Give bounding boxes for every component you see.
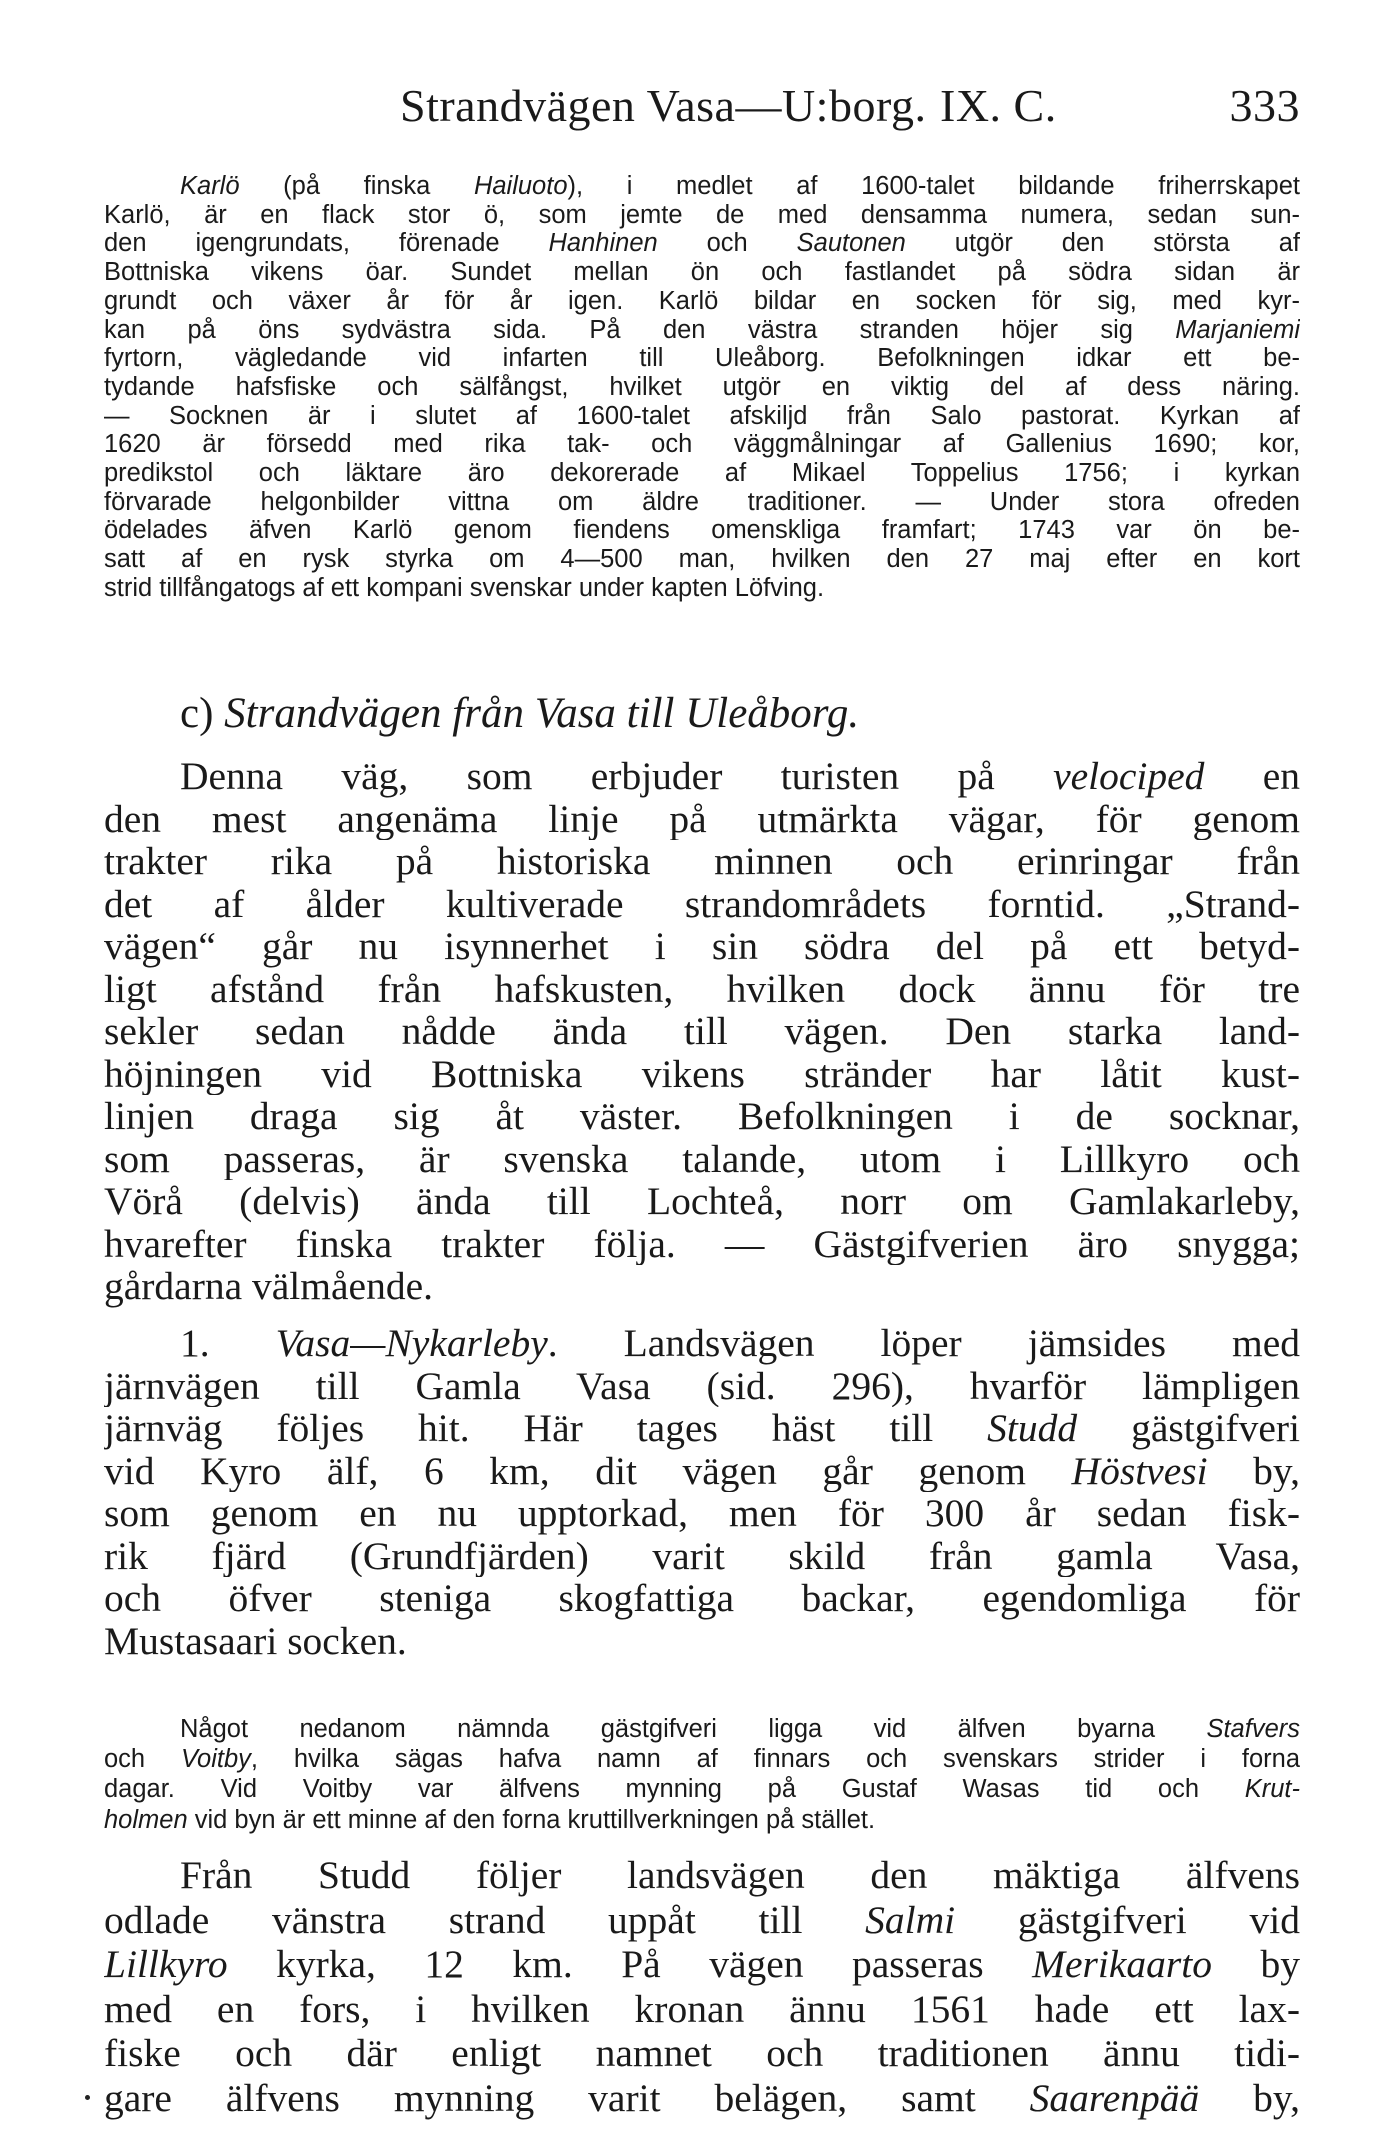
text-line: kan på öns sydvästra sida. På den västra stranden höjer sig Marjaniemi — [104, 315, 1300, 344]
text-line: Något nedanom nämnda gästgifveri ligga vid älfven byarna Stafvers — [180, 1715, 1300, 1743]
running-title: Strandvägen Vasa—U:borg. — [400, 80, 927, 131]
text-line: grundt och växer år för år igen. Karlö bildar en socken för sig, med kyr- — [104, 286, 1300, 315]
section-letter: c) — [180, 690, 214, 737]
text-line: som genom en nu upptorkad, men för 300 år sedan fisk- — [104, 1492, 1300, 1535]
text-line: Karlö, är en flack stor ö, som jemte de med densamma numera, sedan sun- — [104, 200, 1300, 229]
text-line: den mest angenäma linje på utmärkta vägar, för genom — [104, 797, 1300, 840]
text-line: höjningen vid Bottniska vikens stränder har låtit kust- — [104, 1052, 1300, 1095]
text-line: med en fors, i hvilken kronan ännu 1561 hade ett lax- — [104, 1986, 1300, 2031]
text-line: gårdarna välmående. — [104, 1265, 433, 1308]
text-line: Lillkyro kyrka, 12 km. På vägen passeras Merikaarto by — [104, 1942, 1300, 1986]
text-line: och Voitby, hvilka sägas hafva namn af finnars och svenskars strider i forna — [104, 1745, 1300, 1774]
text-line: Bottniska vikens öar. Sundet mellan ön och fastlandet på södra sidan är — [104, 258, 1300, 287]
text-line: ödelades äfven Karlö genom fiendens omenskliga framfart; 1743 var ön be- — [104, 516, 1300, 545]
studd-paragraph — [104, 1853, 1300, 2120]
text-line: järnvägen till Gamla Vasa (sid. 296), hvarför lämpligen — [104, 1364, 1300, 1407]
section-title: Strandvägen från Vasa till Uleåborg. — [224, 690, 860, 737]
text-line: trakter rika på historiska minnen och erinringar från — [104, 840, 1300, 883]
text-line: strid tillfångatogs af ett kompani svenskar under kapten Löfving. — [104, 573, 825, 602]
text-line: fyrtorn, vägledande vid infarten till Uleåborg. Befolkningen idkar ett be- — [104, 344, 1300, 373]
text-line: hvarefter finska trakter följa. — Gästgifverien äro snygga; — [104, 1222, 1300, 1265]
karlo-paragraph — [104, 172, 1300, 603]
text-line: tydande hafsfiske och sälfångst, hvilket utgör en viktig del af dess näring. — [104, 372, 1300, 401]
page-header — [400, 78, 1300, 134]
text-line: dagar. Vid Voitby var älfvens mynning på Gustaf Wasas tid och Krut- — [104, 1775, 1300, 1804]
text-line: 1620 är försedd med rika tak- och väggmålningar af Gallenius 1690; kor, — [104, 430, 1300, 459]
text-line: som passeras, är svenska talande, utom i Lillkyro och — [104, 1137, 1300, 1180]
text-line: odlade vänstra strand uppåt till Salmi gästgifveri vid — [104, 1897, 1300, 1942]
vasa-nykarleby-paragraph — [104, 1322, 1300, 1662]
text-line: ligt afstånd från hafskusten, hvilken dock ännu för tre — [104, 967, 1300, 1010]
text-line: fiske och där enligt namnet och traditionen ännu tidi- — [104, 2031, 1300, 2075]
text-line: rik fjärd (Grundfjärden) varit skild från gamla Vasa, — [104, 1534, 1300, 1577]
text-line: det af ålder kultiverade strandområdets forntid. „Strand- — [104, 882, 1300, 925]
text-line: Mustasaari socken. — [104, 1619, 407, 1662]
section-heading — [180, 688, 1280, 740]
text-line: sekler sedan nådde ända till vägen. Den starka land- — [104, 1010, 1300, 1053]
text-line: den igengrundats, förenade Hanhinen och Sautonen utgör den största af — [104, 229, 1300, 258]
text-line: förvarade helgonbilder vittna om äldre traditioner. — Under stora ofreden — [104, 487, 1300, 516]
text-line: järnväg följes hit. Här tages häst till Studd gästgifveri — [104, 1407, 1300, 1450]
text-line: gare älfvens mynning varit belägen, samt Saarenpää by, — [104, 2075, 1300, 2120]
page-number: 333 — [1229, 80, 1300, 131]
text-line: holmen vid byn är ett minne af den forna kruttillverkningen på stället. — [104, 1805, 876, 1834]
text-line: Karlö (på finska Hailuoto), i medlet af 1600-talet bildande friherrskapet — [180, 172, 1300, 200]
voitby-note — [104, 1714, 1300, 1835]
text-line: 1. Vasa—Nykarleby. Landsvägen löper jämsides med — [180, 1322, 1300, 1365]
text-line: satt af en rysk styrka om 4—500 man, hvilken den 27 maj efter en kort — [104, 545, 1300, 574]
text-line: predikstol och läktare äro dekorerade af Mikael Toppelius 1756; i kyrkan — [104, 459, 1300, 488]
text-line: — Socknen är i slutet af 1600-talet afskiljd från Salo pastorat. Kyrkan af — [104, 401, 1300, 430]
text-line: Denna väg, som erbjuder turisten på velociped en — [180, 755, 1300, 798]
section-reference: IX. C. — [940, 80, 1057, 131]
text-line: vägen“ går nu isynnerhet i sin södra del på ett betyd- — [104, 925, 1300, 968]
text-line: vid Kyro älf, 6 km, dit vägen går genom Höstvesi by, — [104, 1449, 1300, 1492]
intro-paragraph — [104, 755, 1300, 1308]
text-line: Vörå (delvis) ända till Lochteå, norr om Gamlakarleby, — [104, 1180, 1300, 1223]
text-line: och öfver steniga skogfattiga backar, egendomliga för — [104, 1577, 1300, 1620]
text-line: linjen draga sig åt väster. Befolkningen i de socknar, — [104, 1095, 1300, 1138]
print-speck — [85, 2095, 90, 2100]
text-line: Från Studd följer landsvägen den mäktiga älfvens — [180, 1853, 1300, 1897]
